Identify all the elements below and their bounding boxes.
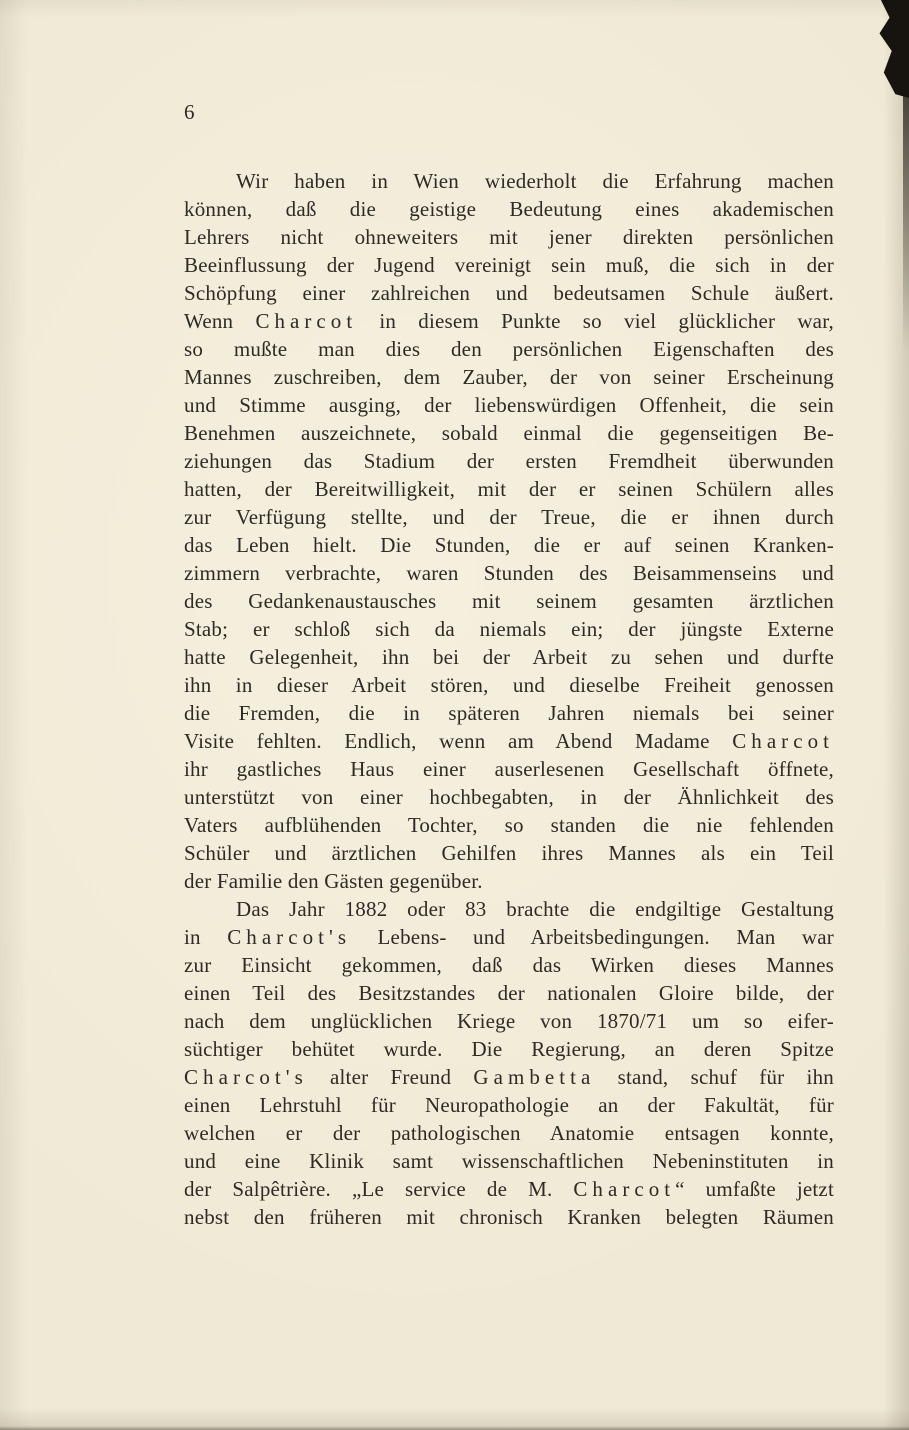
- text-line: können, daß die geistige Bedeutung eines akademischen: [184, 197, 834, 221]
- text-line: einen Lehrstuhl für Neuropathologie an der Fakultät, für: [184, 1093, 834, 1117]
- text-line: Wenn Charcot in diesem Punkte so viel glücklicher war,: [184, 309, 835, 333]
- letterspaced-name: Charcot: [255, 309, 358, 333]
- text-line: zimmern verbrachte, waren Stunden des Beisammenseins und: [184, 561, 834, 585]
- text-line: ziehungen das Stadium der ersten Fremdheit überwunden: [184, 449, 834, 473]
- scan-edge-shadow-bottom: [0, 1426, 909, 1430]
- text-line: zur Einsicht gekommen, daß das Wirken dieses Mannes: [184, 953, 834, 977]
- letterspaced-name: Gambetta: [473, 1065, 596, 1089]
- text-line: der Salpêtrière. „Le service de M. Charcot“ umfaßte jetzt: [184, 1177, 834, 1201]
- text-line: und Stimme ausging, der liebenswürdigen Offenheit, die sein: [184, 393, 834, 417]
- text-line: nebst den früheren mit chronisch Kranken belegten Räumen: [184, 1205, 834, 1229]
- text-line: Visite fehlten. Endlich, wenn am Abend Madame Charcot: [184, 729, 834, 753]
- scan-edge-shadow-right: [903, 92, 909, 352]
- text-line: Das Jahr 1882 oder 83 brachte die endgiltige Gestaltung: [236, 897, 834, 921]
- letterspaced-name: Charcot: [573, 1177, 676, 1201]
- text-line: und eine Klinik samt wissenschaftlichen Nebeninstituten in: [184, 1149, 834, 1173]
- letterspaced-name: Charcot's: [184, 1065, 308, 1089]
- text-line: nach dem unglücklichen Kriege von 1870/71 um so eifer-: [184, 1009, 834, 1033]
- letterspaced-name: Charcot: [732, 729, 834, 753]
- text-line: Lehrers nicht ohneweiters mit jener direkten persönlichen: [184, 225, 834, 249]
- text-block: [184, 167, 834, 1231]
- text-line: so mußte man dies den persönlichen Eigenschaften des: [184, 337, 834, 361]
- text-line: unterstützt von einer hochbegabten, in der Ähnlichkeit des: [184, 785, 834, 809]
- text-line: hatte Gelegenheit, ihn bei der Arbeit zu sehen und durfte: [184, 645, 834, 669]
- text-line: Stab; er schloß sich da niemals ein; der jüngste Externe: [184, 617, 834, 641]
- text-line: Vaters aufblühenden Tochter, so standen die nie fehlenden: [184, 813, 834, 837]
- text-line: hatten, der Bereitwilligkeit, mit der er seinen Schülern alles: [184, 477, 834, 501]
- text-line: in Charcot's Lebens- und Arbeitsbedingungen. Man war: [184, 925, 834, 949]
- text-line: Charcot's alter Freund Gambetta stand, schuf für ihn: [184, 1065, 834, 1089]
- text-line: die Fremden, die in späteren Jahren niemals bei seiner: [184, 701, 834, 725]
- text-line: Beeinflussung der Jugend vereinigt sein muß, die sich in der: [184, 253, 834, 277]
- text-line: der Familie den Gästen gegenüber.: [184, 869, 483, 893]
- text-line: Schöpfung einer zahlreichen und bedeutsamen Schule äußert.: [184, 281, 834, 305]
- text-line: Wir haben in Wien wiederholt die Erfahrung machen: [236, 169, 834, 193]
- letterspaced-name: Charcot's: [227, 925, 352, 949]
- page-number: 6: [184, 100, 195, 124]
- text-line: Benehmen auszeichnete, sobald einmal die gegenseitigen Be-: [184, 421, 834, 445]
- text-line: Schüler und ärztlichen Gehilfen ihres Mannes als ein Teil: [184, 841, 834, 865]
- text-line: des Gedankenaustausches mit seinem gesamten ärztlichen: [184, 589, 834, 613]
- scan-artifact-corner: [873, 0, 909, 98]
- text-line: welchen er der pathologischen Anatomie entsagen konnte,: [184, 1121, 834, 1145]
- text-line: ihr gastliches Haus einer auserlesenen Gesellschaft öffnete,: [184, 757, 834, 781]
- text-line: Mannes zuschreiben, dem Zauber, der von seiner Erscheinung: [184, 365, 834, 389]
- text-line: ihn in dieser Arbeit stören, und dieselbe Freiheit genossen: [184, 673, 834, 697]
- text-line: süchtiger behütet wurde. Die Regierung, an deren Spitze: [184, 1037, 834, 1061]
- text-line: zur Verfügung stellte, und der Treue, die er ihnen durch: [184, 505, 834, 529]
- text-line: einen Teil des Besitzstandes der nationalen Gloire bilde, der: [184, 981, 834, 1005]
- text-line: das Leben hielt. Die Stunden, die er auf seinen Kranken-: [184, 533, 834, 557]
